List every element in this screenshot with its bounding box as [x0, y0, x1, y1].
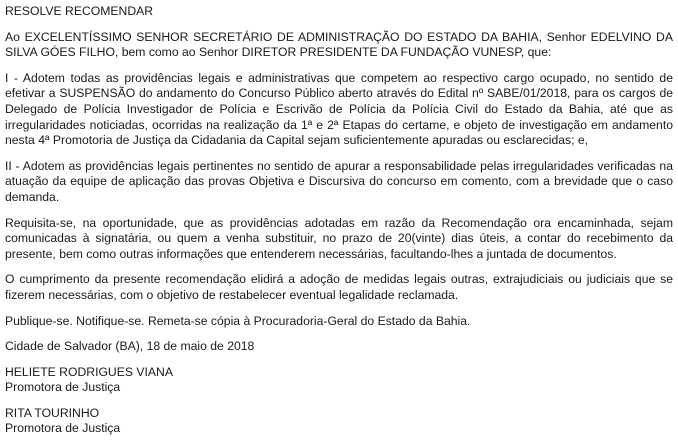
document-heading: RESOLVE RECOMENDAR — [5, 4, 154, 18]
signature-name: RITA TOURINHO — [5, 405, 100, 420]
signature-block-1 — [5, 365, 673, 396]
paragraph-addressees: Ao EXCELENTÍSSIMO SENHOR SECRETÁRIO DE ADMINISTRAÇÃO DO ESTADO DA BAHIA, Senhor EDELVINO DA SILVA GÓES FILHO, bem como ao Senhor DIRETOR PRESIDENTE DA FUNDAÇÃO VUNESP, que: — [5, 29, 673, 60]
paragraph-date: Cidade de Salvador (BA), 18 de maio de 2018 — [5, 339, 255, 354]
document-body — [5, 4, 673, 447]
signature-block-2 — [5, 406, 673, 437]
signature-role: Promotora de Justiça — [5, 421, 121, 436]
signature-role: Promotora de Justiça — [5, 380, 121, 395]
paragraph-compliance: O cumprimento da presente recomendação elidirá a adoção de medidas legais outras, extrajudiciais ou judiciais que se fizerem necessárias, com o objetivo de restabelecer eventual legalidade reclamada. — [5, 272, 673, 302]
paragraph-item-i: I - Adotem todas as providências legais e administrativas que competem ao respectivo cargo ocupado, no sentido de efetivar a SUSPENSÃO do andamento do Concurso Público aberto através do Edital nº SABE/01/2018, para os cargos de Delegado de Polícia Investigador de Polícia e Escrivão de Polícia da Polícia Civil do Estado da Bahia, até que as irregularidades noticiadas, ocorridas na realização da 1ª e 2ª Etapas do certame, e objeto de investigação em andamento nesta 4ª Promotoria de Justiça da Cidadania da Capital sejam suficientemente apuradas ou esclarecidas; e, — [5, 70, 673, 148]
paragraph-publish: Publique-se. Notifique-se. Remeta-se cópia à Procuradoria-Geral do Estado da Bahia. — [5, 313, 471, 328]
paragraph-item-ii: II - Adotem as providências legais pertinentes no sentido de apurar a responsabilidade pelas irregularidades verificadas na atuação da equipe de aplicação das provas Objetiva e Discursiva do concurso em comento, com a brevidade que o caso demanda. — [5, 158, 673, 204]
signature-name: HELIETE RODRIGUES VIANA — [5, 364, 173, 379]
paragraph-request: Requisita-se, na oportunidade, que as providências adotadas em razão da Recomendação ora encaminhada, sejam comunicadas à signatária, ou quem a venha substituir, no prazo de 20(vinte) dias úteis, a contar do recebimento da presente, bem como outras informações que entenderem necessárias, facultando-lhes a juntada de documentos. — [5, 215, 673, 261]
